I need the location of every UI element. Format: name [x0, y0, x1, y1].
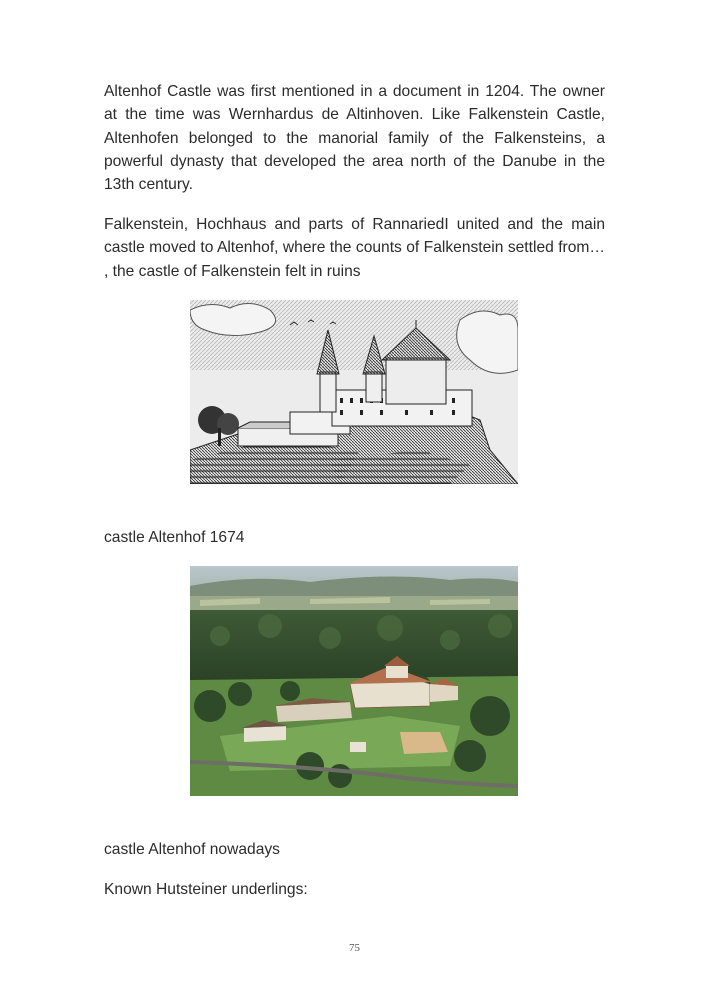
figure-caption-nowadays: castle Altenhof nowadays	[104, 841, 280, 858]
page-number: 75	[349, 942, 360, 954]
aerial-photo-image	[190, 566, 518, 796]
engraving-castle-icon	[190, 300, 518, 484]
section-heading-underlings: Known Hutsteiner underlings:	[104, 881, 308, 898]
aerial-photo-castle-icon	[190, 566, 518, 796]
paragraph-falkenstein: Falkenstein, Hochhaus and parts of RannariedI united and the main castle moved to Altenhof, where the counts of Falkenstein settled from… , the castle of Falkenstein felt in ruins	[104, 216, 605, 280]
paragraph-history: Altenhof Castle was first mentioned in a document in 1204. The owner at the time was Wernhardus de Altinhoven. Like Falkenstein Castle, Altenhofen belonged to the manorial family of the Falkensteins, a powerful dynasty that developed the area north of the Danube in the 13th century.	[104, 83, 605, 194]
engraving-castle-image	[190, 300, 518, 484]
figure-caption-1674: castle Altenhof 1674	[104, 529, 245, 546]
